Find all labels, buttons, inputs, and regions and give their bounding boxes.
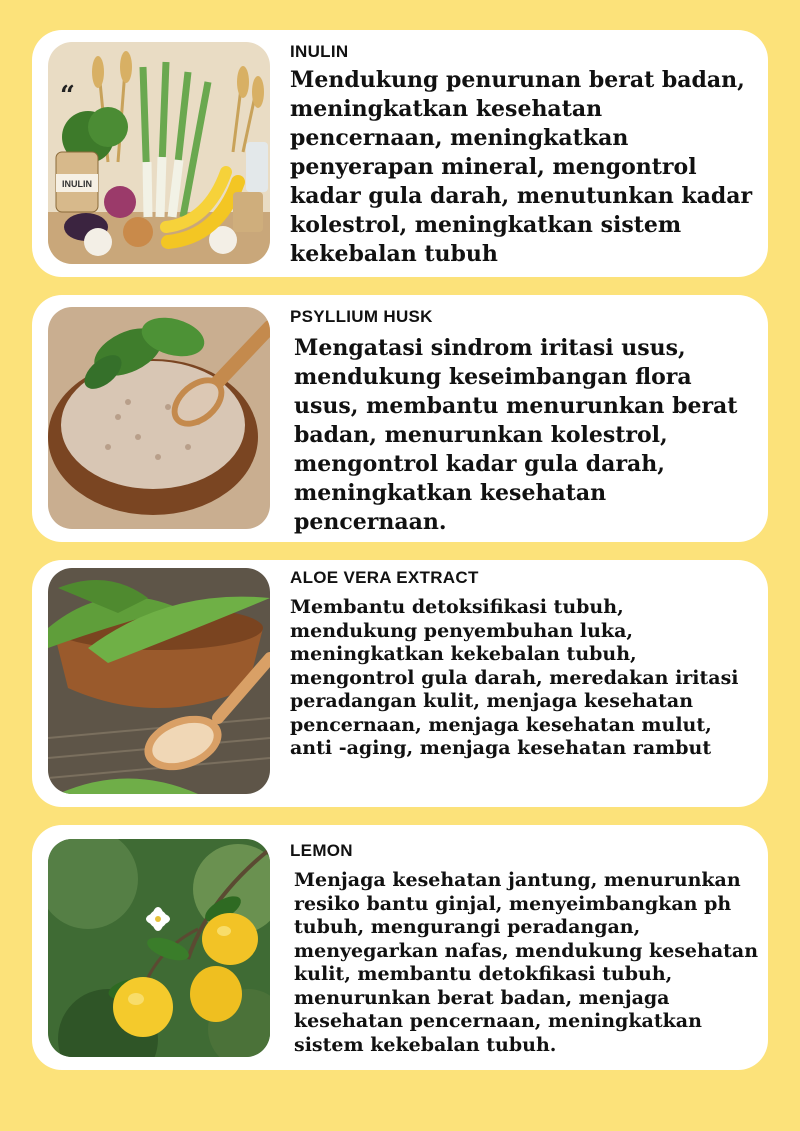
- card-title: PSYLLIUM HUSK: [290, 307, 433, 326]
- psyllium-husk-bowl-image: [48, 307, 270, 529]
- card-description: Menjaga kesehatan jantung, menurunkan resiko bantu ginjal, menyeimbangkan ph tubuh, mengurangi peradangan, menyegarkan nafas, mendukung kesehatan kulit, membantu detokfikasi tubuh, menurunkan berat badan, menjaga kesehatan pencernaan, meningkatkan sistem kekebalan tubuh.: [294, 869, 759, 1056]
- card-description: Mengatasi sindrom iritasi usus, mendukung keseimbangan flora usus, membantu menurunkan berat badan, menurunkan kolestrol, mengontrol kadar gula darah, meningkatkan kesehatan pencernaan.: [294, 335, 738, 535]
- card-title: LEMON: [290, 841, 353, 860]
- card-description: Mendukung penurunan berat badan, meningkatkan kesehatan pencernaan, meningkatkan penyerapan mineral, mengontrol kadar gula darah, menutunkan kadar kolestrol, meningkatkan sistem kekebalan tubuh: [290, 67, 753, 267]
- inulin-vegetables-image: [48, 42, 270, 264]
- lemon-card: [32, 825, 768, 1070]
- inulin-card: [32, 30, 768, 277]
- aloe-vera-card: [32, 560, 768, 807]
- card-title: INULIN: [290, 42, 349, 61]
- psyllium-husk-card: [32, 295, 768, 542]
- aloe-vera-bowl-image: [48, 568, 270, 794]
- jar-label: INULIN: [62, 179, 92, 189]
- lemon-tree-image: [48, 839, 270, 1057]
- card-description: Membantu detoksifikasi tubuh, mendukung penyembuhan luka, meningkatkan kekebalan tubuh, mengontrol gula darah, meredakan iritasi peradangan kulit, menjaga kesehatan pencernaan, menjaga kesehatan mulut, anti -aging, menjaga kesehatan rambut: [290, 596, 739, 759]
- card-title: ALOE VERA EXTRACT: [290, 568, 479, 587]
- svg-text:“: “: [60, 81, 75, 111]
